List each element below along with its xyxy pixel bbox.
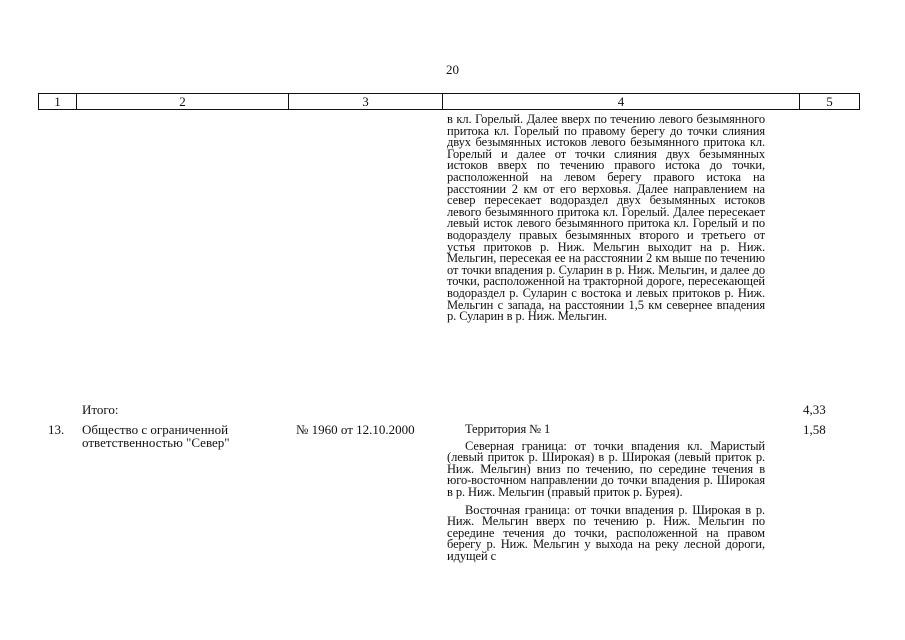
territory-title: Территория № 1 [465, 422, 551, 436]
header-col-5: 5 [826, 94, 833, 109]
north-boundary-paragraph: Северная граница: от точки впадения кл. Маристый (левый приток р. Широкая) в р. Широкая (левый приток р. Ниж. Мельгин) вниз по течению, по середине течения в юго-восточном направлении до точки впадения р. Широкая в р. Ниж. Мельгин (правый приток р. Бурея). [447, 438, 765, 499]
area-value: 1,58 [803, 422, 826, 437]
header-col-3: 3 [289, 94, 443, 109]
boundary-description-continued [447, 114, 765, 404]
territory-description [447, 424, 765, 563]
organization-name: Общество с ограниченной ответственностью "Север" [82, 422, 230, 450]
row-number: 13. [48, 422, 65, 437]
table-header-row [38, 93, 860, 110]
east-boundary-paragraph: Восточная граница: от точки впадения р. Широкая в р. Ниж. Мельгин вверх по течению р. Ниж. Мельгин по середине течения до точки, расположенной на правом берегу р. Ниж. Мельгин у выхода на реку лесной дороги, идущей с [447, 502, 765, 563]
total-label: Итого: [82, 402, 119, 417]
total-value: 4,33 [803, 402, 826, 417]
header-col-2: 2 [77, 94, 289, 109]
page-number: 20 [446, 62, 459, 77]
header-col-4: 4 [443, 94, 800, 109]
header-col-1: 1 [39, 94, 77, 109]
continuation-paragraph: в кл. Горелый. Далее вверх по течению левого безымянного притока кл. Горелый по правому берегу до точки слияния двух безымянных истоков левого безымянного притока кл. Горелый и далее от точки слияния двух безымянных истоков вверх по течению правого истока до точки, расположенной на левом берегу правого истока на расстоянии 2 км от его верховья. Далее направлением на север пересекает водораздел двух безымянных истоков левого безымянного притока кл. Горелый. Далее пересекает левый исток левого безымянного притока кл. Горелый и по водоразделу правых безымянных второго и третьего от устья притоков р. Ниж. Мельгин выходит на р. Ниж. Мельгин, пересекая ее на расстоянии 2 км выше по течению от точки впадения р. Суларин в р. Ниж. Мельгин, и далее до точки, расположенной на тракторной дороге, пересекающей водораздел р. Суларин с востока и левых притоков р. Ниж. Мельгин с запада, на расстоянии 1,5 км севернее впадения р. Суларин в р. Ниж. Мельгин. [447, 112, 765, 324]
license-number: № 1960 от 12.10.2000 [296, 422, 415, 437]
